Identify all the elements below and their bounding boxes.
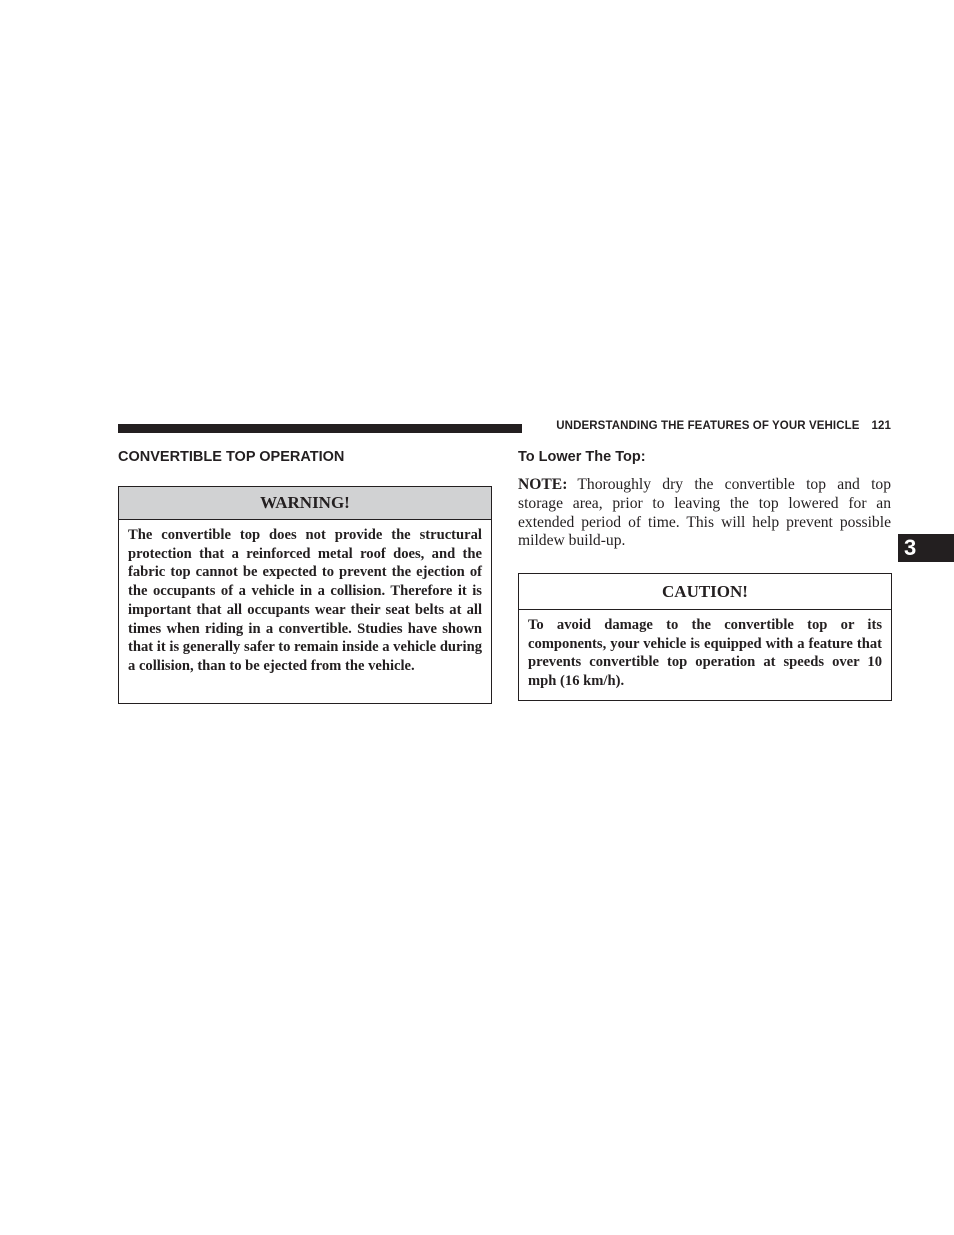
warning-body: The convertible top does not provide the structural protection that a reinforced metal roof does, and the fabric top cannot be expected to prevent the ejection of the occupants of a vehicle in a collision. Therefore it is important that all occupants wear their seat belts at all times when riding in a convertible. Studies have shown that it is generally safer to remain inside a vehicle during a collision, than to be ejected from the vehicle. xyxy=(128,527,482,674)
section-title: CONVERTIBLE TOP OPERATION xyxy=(118,449,345,465)
note-label: NOTE: xyxy=(518,476,568,493)
warning-box xyxy=(118,486,492,704)
warning-title: WARNING! xyxy=(119,487,491,520)
caution-body: To avoid damage to the convertible top or its components, your vehicle is equipped with a feature that prevents convertible top operation at speeds over 10 mph (16 km/h). xyxy=(528,617,882,690)
note-paragraph xyxy=(518,476,891,551)
caution-box xyxy=(518,573,892,701)
running-header xyxy=(532,420,891,432)
subsection-title: To Lower The Top: xyxy=(518,449,646,465)
caution-title: CAUTION! xyxy=(519,574,891,610)
header-rule xyxy=(118,424,522,433)
note-text: Thoroughly dry the convertible top and top storage area, prior to leaving the top lowered for an extended period of time. This will help prevent possible mildew build-up. xyxy=(518,476,891,550)
page-number: 121 xyxy=(871,420,891,432)
running-title: UNDERSTANDING THE FEATURES OF YOUR VEHICLE xyxy=(556,420,860,432)
chapter-tab: 3 xyxy=(898,534,954,562)
